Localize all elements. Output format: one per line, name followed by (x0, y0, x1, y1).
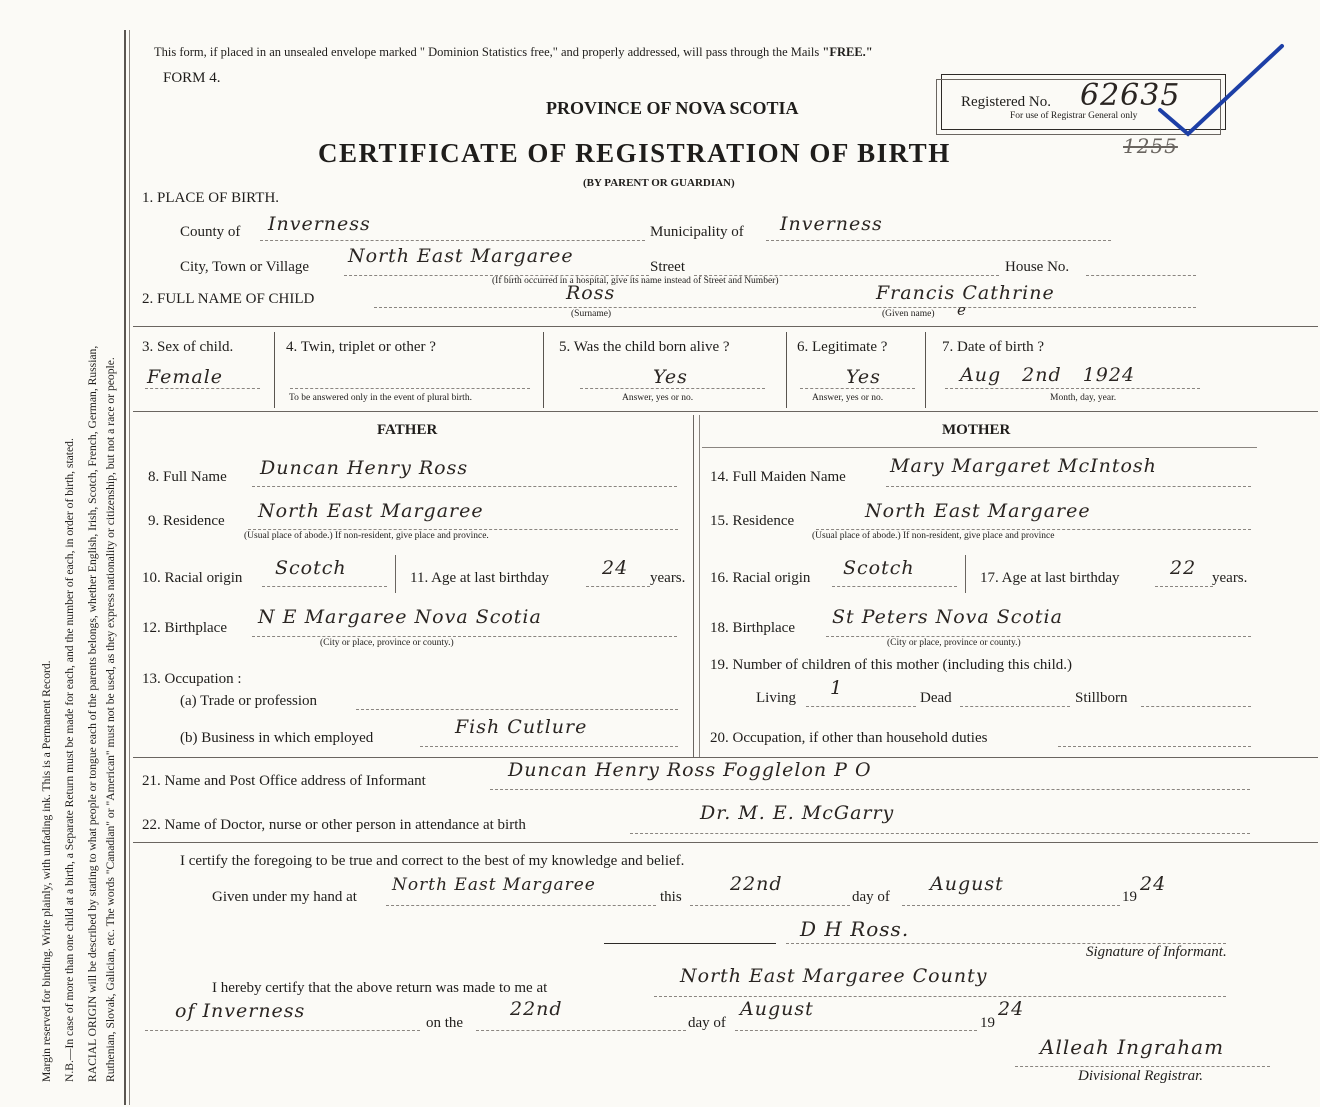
mother-residence-value: North East Margaree (865, 500, 1091, 522)
certify-top-rule (133, 842, 1318, 843)
parents-divider (693, 415, 694, 757)
registrar-year-prefix: 19 (980, 1015, 995, 1031)
twin-label: 4. Twin, triplet or other ? (286, 339, 436, 355)
child-surname-value: Ross (566, 282, 616, 304)
form-number: FORM 4. (163, 70, 221, 86)
mother-name-label: 14. Full Maiden Name (710, 469, 846, 485)
mother-race-label: 16. Racial origin (710, 570, 811, 586)
given-day-of-label: day of (852, 889, 890, 905)
legitimate-note: Answer, yes or no. (812, 393, 884, 403)
given-place-line (386, 905, 656, 906)
child-surname-caption: (Surname) (571, 309, 612, 319)
municipality-value: Inverness (780, 213, 883, 235)
facts-div-2 (543, 332, 544, 408)
mother-race-div (965, 555, 966, 593)
informant-signature-rule (604, 943, 776, 944)
living-label: Living (756, 690, 796, 706)
county-label: County of (180, 224, 241, 240)
registered-number: 62635 (1080, 78, 1181, 113)
sex-line (145, 388, 260, 389)
given-day-value: 22nd (730, 873, 783, 895)
father-race-div (395, 555, 396, 593)
mother-residence-label: 15. Residence (710, 513, 795, 529)
legitimate-value: Yes (846, 366, 881, 388)
facts-div-4 (925, 332, 926, 408)
margin-note-binding: Margin reserved for binding. Write plainly, with unfading ink. This is a Permanent Record. (40, 660, 53, 1082)
father-name-label: 8. Full Name (148, 469, 227, 485)
date-label: 7. Date of birth ? (942, 339, 1045, 355)
informant-signature-caption: Signature of Informant. (1086, 944, 1227, 960)
given-month-line (902, 905, 1120, 906)
father-age-label: 11. Age at last birthday (410, 570, 549, 586)
father-race-line (262, 586, 387, 587)
registrar-place-value-2: of Inverness (175, 1000, 306, 1022)
registrar-day-line (476, 1030, 686, 1031)
certificate-title: CERTIFICATE OF REGISTRATION OF BIRTH (318, 138, 951, 168)
mother-race-line (832, 586, 957, 587)
given-this-label: this (660, 889, 682, 905)
street-label: Street (650, 259, 685, 275)
registrar-on-label: on the (426, 1015, 464, 1031)
father-business-label: (b) Business in which employed (180, 730, 374, 746)
legitimate-label: 6. Legitimate ? (797, 339, 888, 355)
doctor-line (630, 833, 1250, 834)
doctor-value: Dr. M. E. McGarry (700, 802, 895, 824)
stillborn-line (1141, 706, 1251, 707)
registrar-year-suffix: 24 (998, 998, 1025, 1020)
twin-line (290, 388, 530, 389)
margin-note-multiple-births: N.B.—In case of more than one child at a birth, a Separate Return must be made for each, and the number of each, in order of birth, stated. (63, 438, 76, 1082)
certificate-subtitle: (BY PARENT OR GUARDIAN) (583, 177, 735, 189)
registrar-place-value: North East Margaree County (680, 965, 988, 987)
house-label: House No. (1005, 259, 1070, 275)
place-of-birth-label: 1. PLACE OF BIRTH. (142, 190, 280, 206)
given-label: Given under my hand at (212, 889, 357, 905)
margin-note-racial-origin: RACIAL ORIGIN will be described by stating to what people or tongue each of the parents belongs, whether English, Irish, Scotch, French, German, Russian, (86, 345, 99, 1082)
facts-top-rule (133, 326, 1318, 327)
mother-residence-note: (Usual place of abode.) If non-resident, give place and province (812, 531, 1055, 541)
registrar-month-line (735, 1030, 977, 1031)
informant-signature: D H Ross. (800, 917, 910, 941)
given-year-suffix: 24 (1140, 873, 1167, 895)
alive-note: Answer, yes or no. (622, 393, 694, 403)
father-residence-line (248, 529, 678, 530)
living-value: 1 (830, 677, 844, 699)
struck-number: 1255 (1123, 134, 1178, 158)
father-race-label: 10. Racial origin (142, 570, 243, 586)
registrar-place-line (654, 996, 1226, 997)
hospital-note: (If birth occurred in a hospital, give its name instead of Street and Number) (492, 276, 779, 286)
father-birthplace-line (252, 636, 677, 637)
father-name-value: Duncan Henry Ross (260, 457, 469, 479)
registered-label: Registered No. (961, 94, 1051, 110)
dead-label: Dead (920, 690, 952, 706)
father-trade-line (356, 709, 678, 710)
living-line (806, 706, 916, 707)
registrar-signature-line (1015, 1066, 1270, 1067)
mother-birthplace-value: St Peters Nova Scotia (832, 606, 1063, 628)
mother-occupation-label: 20. Occupation, if other than household duties (710, 730, 988, 746)
sex-value: Female (147, 366, 224, 388)
dead-line (960, 706, 1070, 707)
registrar-place-line-2 (145, 1030, 420, 1031)
registrar-check-mark (1150, 40, 1290, 140)
father-birthplace-note: (City or place, province or county.) (320, 638, 454, 648)
parents-divider-2 (699, 415, 700, 757)
alive-value: Yes (653, 366, 688, 388)
municipality-line (766, 240, 1111, 241)
mother-children-label: 19. Number of children of this mother (including this child.) (710, 657, 1073, 673)
father-trade-label: (a) Trade or profession (180, 693, 318, 709)
given-place-value: North East Margaree (392, 875, 596, 895)
father-residence-value: North East Margaree (258, 500, 484, 522)
county-line (260, 240, 645, 241)
mother-occupation-line (1058, 746, 1251, 747)
alive-line (580, 388, 765, 389)
date-line (945, 388, 1200, 389)
father-age-unit: years. (650, 570, 686, 586)
given-year-prefix: 19 (1122, 889, 1137, 905)
informant-line (490, 789, 1250, 790)
father-name-line (252, 486, 677, 487)
father-race-value: Scotch (275, 557, 347, 579)
father-business-value: Fish Cutlure (455, 716, 588, 738)
child-given-value: Francis Cathrine (876, 282, 1055, 304)
registrar-statement: I hereby certify that the above return was made to me at (212, 980, 548, 996)
stillborn-label: Stillborn (1075, 690, 1128, 706)
mother-name-value: Mary Margaret McIntosh (890, 455, 1157, 477)
father-age-value: 24 (602, 557, 629, 579)
house-line (1086, 275, 1196, 276)
father-birthplace-value: N E Margaree Nova Scotia (258, 606, 542, 628)
binding-margin-line-inner (129, 30, 130, 1105)
mother-birthplace-note: (City or place, province or county.) (887, 638, 1021, 648)
city-value: North East Margaree (348, 245, 574, 267)
binding-margin-line (124, 30, 126, 1105)
mother-age-line (1155, 586, 1213, 587)
registrar-month-value: August (740, 998, 814, 1020)
father-birthplace-label: 12. Birthplace (142, 620, 227, 636)
mother-residence-line (816, 529, 1251, 530)
mother-race-value: Scotch (843, 557, 915, 579)
province-heading: PROVINCE OF NOVA SCOTIA (546, 98, 799, 118)
father-age-line (586, 586, 650, 587)
mother-age-unit: years. (1212, 570, 1248, 586)
father-residence-note: (Usual place of abode.) If non-resident, give place and province. (244, 531, 489, 541)
margin-note-racial-origin-cont: Ruthenian, Slovak, Galician, etc. The words "Canadian" or "American" must not be used, as they express nationality or citizenship, but not a race or people. (104, 357, 117, 1082)
mother-heading: MOTHER (942, 422, 1011, 438)
mother-age-label: 17. Age at last birthday (980, 570, 1120, 586)
facts-div-1 (274, 332, 275, 408)
certify-statement: I certify the foregoing to be true and correct to the best of my knowledge and belief. (180, 853, 685, 869)
informant-top-rule (133, 757, 1318, 758)
mother-age-value: 22 (1170, 557, 1197, 579)
mail-notice: This form, if placed in an unsealed envelope marked " Dominion Statistics free," and properly addressed, will pass through the Mails "FREE." (154, 45, 873, 59)
alive-label: 5. Was the child born alive ? (559, 339, 730, 355)
county-value: Inverness (268, 213, 371, 235)
twin-note: To be answered only in the event of plural birth. (289, 393, 472, 403)
date-value: Aug 2nd 1924 (960, 364, 1136, 386)
registrar-note: For use of Registrar General only (1010, 111, 1138, 121)
father-residence-label: 9. Residence (148, 513, 225, 529)
informant-value: Duncan Henry Ross Fogglelon P O (508, 759, 872, 781)
mother-heading-rule (702, 447, 1257, 448)
facts-bottom-rule (133, 411, 1318, 412)
child-given-mark: e (957, 301, 967, 319)
father-heading: FATHER (377, 422, 438, 438)
mother-name-line (886, 486, 1251, 487)
date-note: Month, day, year. (1050, 393, 1117, 403)
registrar-day-value: 22nd (510, 998, 563, 1020)
child-name-label: 2. FULL NAME OF CHILD (142, 291, 315, 307)
given-month-value: August (930, 873, 1004, 895)
mother-birthplace-label: 18. Birthplace (710, 620, 795, 636)
registrar-day-of-label: day of (688, 1015, 726, 1031)
city-label: City, Town or Village (180, 259, 310, 275)
father-business-line (420, 746, 678, 747)
facts-div-3 (786, 332, 787, 408)
child-given-caption: (Given name) (882, 309, 935, 319)
child-name-line (374, 307, 1196, 308)
municipality-label: Municipality of (650, 224, 744, 240)
doctor-label: 22. Name of Doctor, nurse or other person in attendance at birth (142, 817, 526, 833)
informant-label: 21. Name and Post Office address of Informant (142, 773, 426, 789)
mother-birthplace-line (826, 636, 1251, 637)
given-day-line (690, 905, 850, 906)
registrar-caption: Divisional Registrar. (1078, 1068, 1204, 1084)
mail-free: "FREE." (822, 45, 873, 59)
legitimate-line (800, 388, 915, 389)
registrar-signature: Alleah Ingraham (1040, 1035, 1225, 1059)
father-occupation-label: 13. Occupation : (142, 671, 242, 687)
sex-label: 3. Sex of child. (142, 339, 234, 355)
